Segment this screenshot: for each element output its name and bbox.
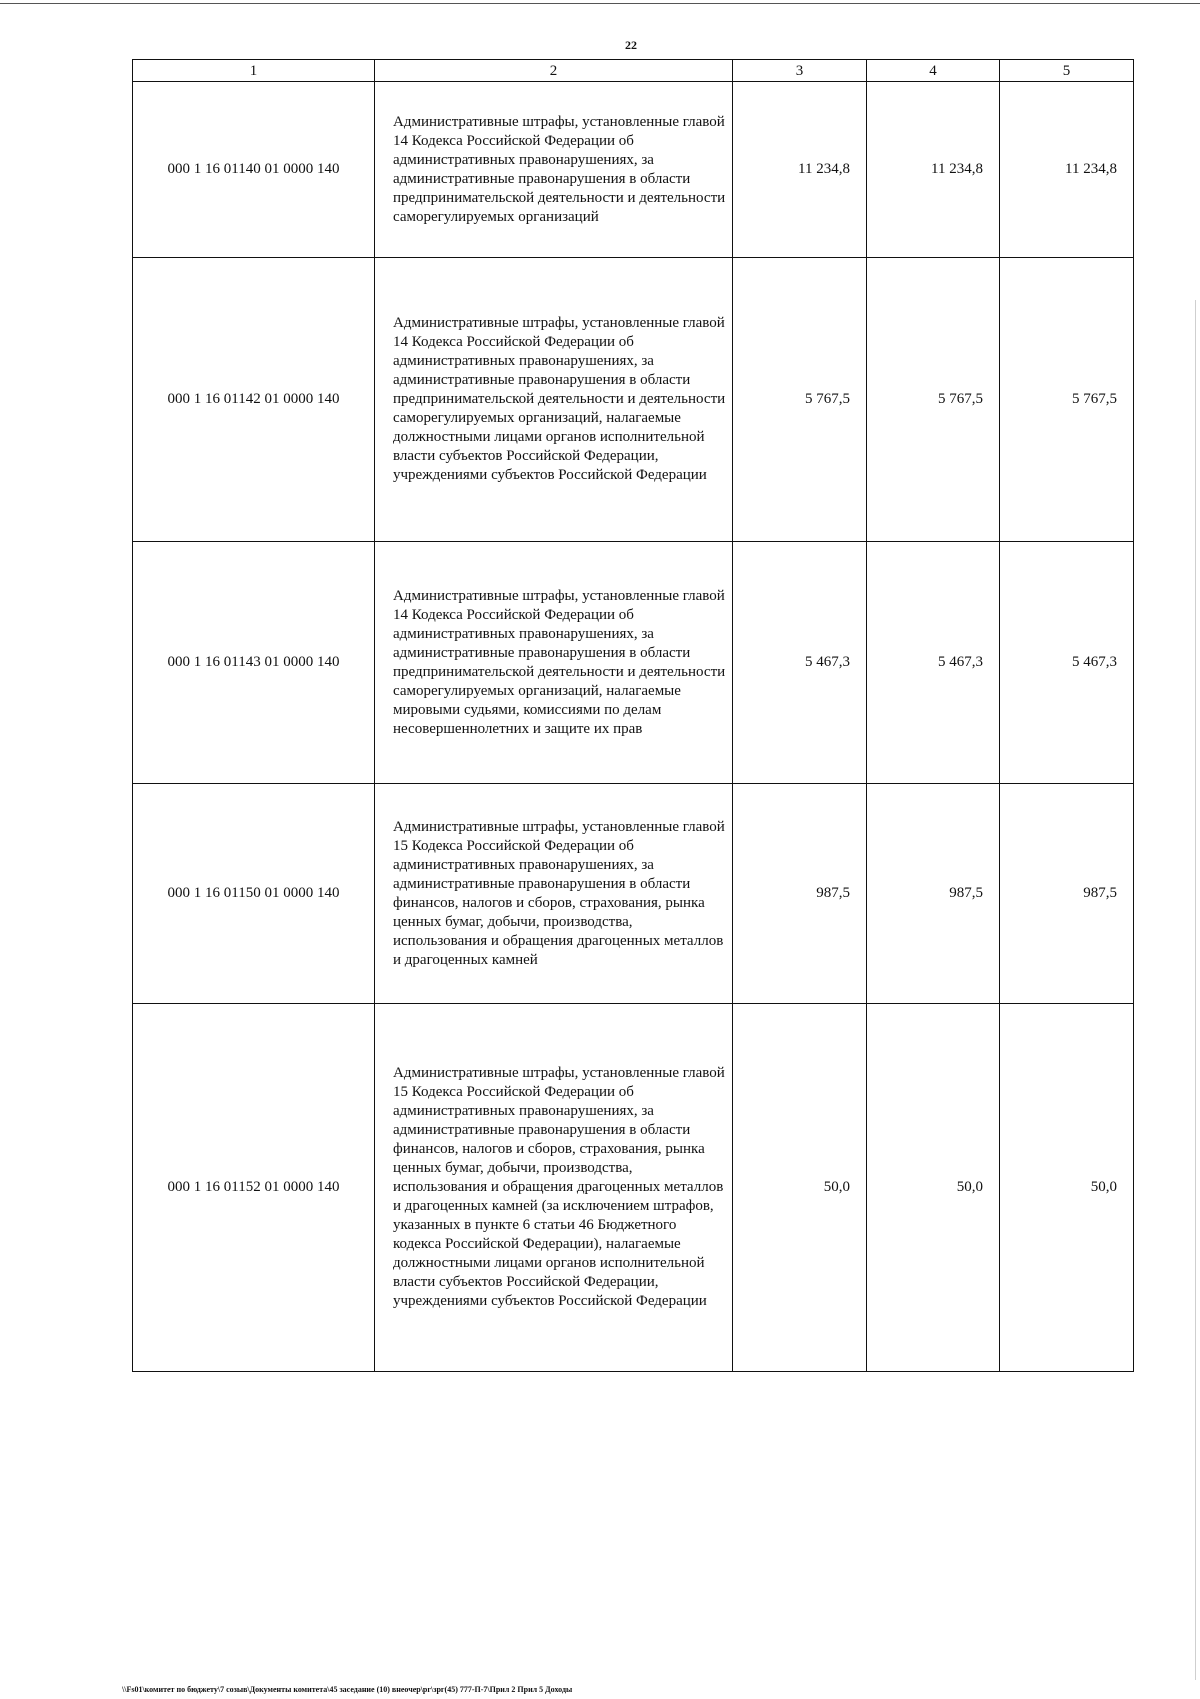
amount-col3: 5 467,3	[733, 542, 867, 784]
table-row	[133, 1004, 1134, 1372]
amount-col5: 5 467,3	[1000, 542, 1134, 784]
amount-col4: 11 234,8	[867, 82, 1000, 258]
amount-col5: 50,0	[1000, 1004, 1134, 1372]
table-row	[133, 542, 1134, 784]
revenue-description: Административные штрафы, установленные главой 14 Кодекса Российской Федерации об административных правонарушениях, за административные правонарушения в области предпринимательской деятельности и деятельности саморегулируемых организаций, налагаемые должностными лицами органов исполнительной власти субъектов Российской Федерации, учреждениями субъектов Российской Федерации	[375, 258, 733, 542]
revenue-code: 000 1 16 01140 01 0000 140	[133, 82, 375, 258]
column-header-5: 5	[1000, 60, 1134, 82]
amount-col5: 5 767,5	[1000, 258, 1134, 542]
file-path-footer: \\Fs01\комитет по бюджету\7 созыв\Документы комитета\45 заседание (10) внеочер\рг\зрг(45) 777-П-7\Прил 2 Прил 5 Доходы	[122, 1685, 573, 1694]
column-header-3: 3	[733, 60, 867, 82]
scan-side-line	[1195, 300, 1196, 1680]
amount-col3: 11 234,8	[733, 82, 867, 258]
header-row	[133, 60, 1134, 82]
amount-col4: 5 767,5	[867, 258, 1000, 542]
revenue-description: Административные штрафы, установленные главой 15 Кодекса Российской Федерации об административных правонарушениях, за административные правонарушения в области финансов, налогов и сборов, страхования, рынка ценных бумаг, добычи, производства, использования и обращения драгоценных металлов и драгоценных камней (за исключением штрафов, указанных в пункте 6 статьи 46 Бюджетного кодекса Российской Федерации), налагаемые должностными лицами органов исполнительной власти субъектов Российской Федерации, учреждениями субъектов Российской Федерации	[375, 1004, 733, 1372]
revenue-table	[132, 59, 1134, 1372]
amount-col5: 11 234,8	[1000, 82, 1134, 258]
table-header	[133, 60, 1134, 82]
revenue-code: 000 1 16 01150 01 0000 140	[133, 784, 375, 1004]
revenue-description: Административные штрафы, установленные главой 14 Кодекса Российской Федерации об административных правонарушениях, за административные правонарушения в области предпринимательской деятельности и деятельности саморегулируемых организаций	[375, 82, 733, 258]
amount-col3: 987,5	[733, 784, 867, 1004]
amount-col4: 5 467,3	[867, 542, 1000, 784]
column-header-2: 2	[375, 60, 733, 82]
amount-col4: 50,0	[867, 1004, 1000, 1372]
amount-col3: 50,0	[733, 1004, 867, 1372]
amount-col5: 987,5	[1000, 784, 1134, 1004]
table-row	[133, 258, 1134, 542]
amount-col4: 987,5	[867, 784, 1000, 1004]
revenue-description: Административные штрафы, установленные главой 14 Кодекса Российской Федерации об административных правонарушениях, за административные правонарушения в области предпринимательской деятельности и деятельности саморегулируемых организаций, налагаемые мировыми судьями, комиссиями по делам несовершеннолетних и защите их прав	[375, 542, 733, 784]
table-body	[133, 82, 1134, 1372]
revenue-code: 000 1 16 01142 01 0000 140	[133, 258, 375, 542]
revenue-code: 000 1 16 01152 01 0000 140	[133, 1004, 375, 1372]
amount-col3: 5 767,5	[733, 258, 867, 542]
revenue-description: Административные штрафы, установленные главой 15 Кодекса Российской Федерации об административных правонарушениях, за административные правонарушения в области финансов, налогов и сборов, страхования, рынка ценных бумаг, добычи, производства, использования и обращения драгоценных металлов и драгоценных камней	[375, 784, 733, 1004]
revenue-code: 000 1 16 01143 01 0000 140	[133, 542, 375, 784]
column-header-4: 4	[867, 60, 1000, 82]
table-row	[133, 82, 1134, 258]
column-header-1: 1	[133, 60, 375, 82]
page-number: 22	[625, 38, 637, 52]
scan-edge-line	[0, 3, 1200, 4]
table-row	[133, 784, 1134, 1004]
